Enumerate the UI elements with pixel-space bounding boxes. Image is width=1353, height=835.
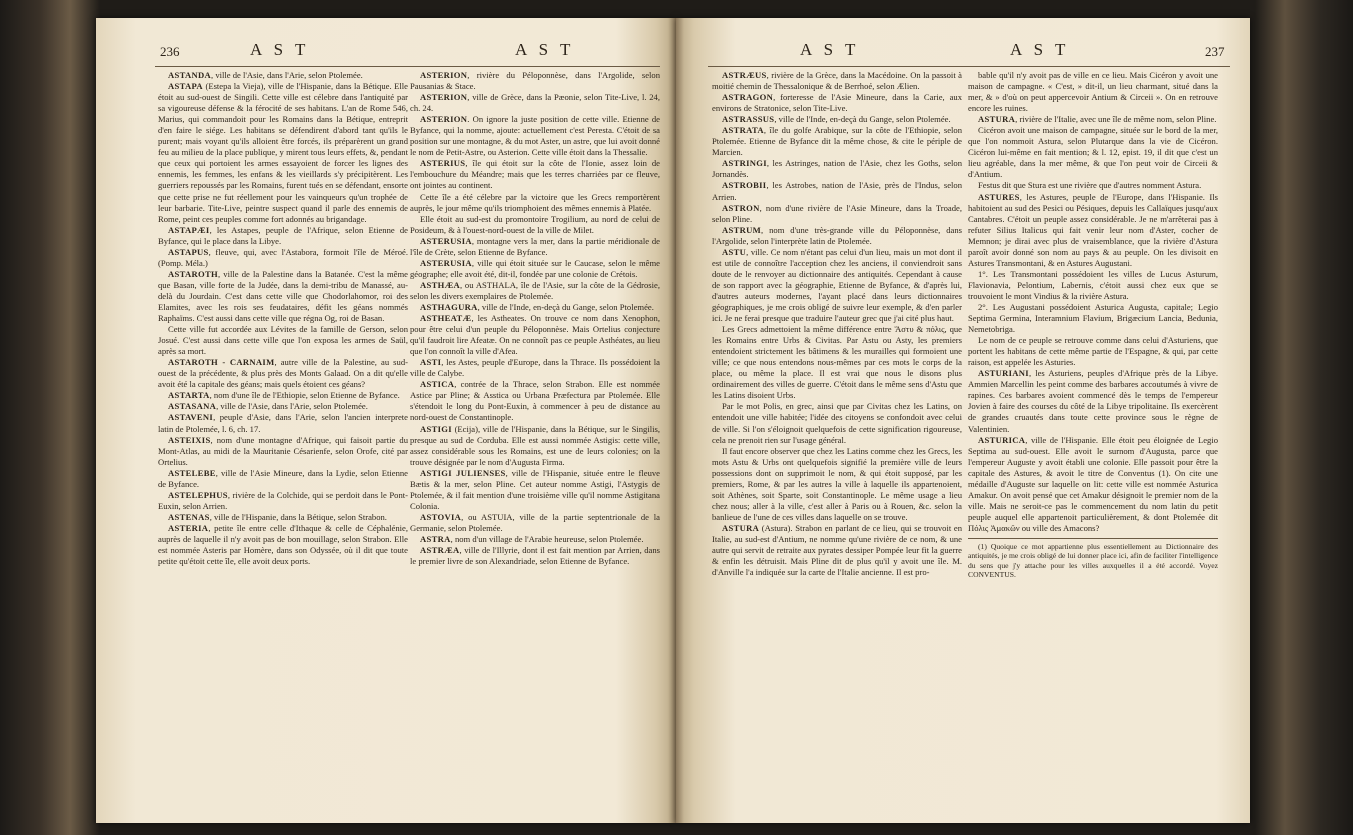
entry-text: , les Astheates. On trouve ce nom dans Xenophon, pour être celui d'un peuple du Péloponnèse. Mais Ortelius conjecture qu'il faudroit lire Afeatæ. On ne connoît pas ce peuple Asthéates, au lieu que l'on connoît la ville d'Afea. (410, 313, 660, 357)
entry-headword: ASTELEPHUS (168, 489, 228, 500)
entry-text: , nom d'une très-grande ville du Péloponnèse, dans l'Argolide, selon l'interprète latin de Ptolemée. (712, 224, 962, 246)
entry-headword: ASTERIA (168, 522, 209, 533)
dictionary-entry (968, 114, 1218, 125)
dictionary-entry (410, 114, 660, 158)
entry-text: , ville de Grèce, dans la Pæonie, selon Tite-Live, l. 24, ch. 24. (410, 92, 660, 114)
right-page-number: 237 (1205, 44, 1225, 59)
entry-headword: ASTERION (420, 114, 468, 125)
entry-headword: ASTANDA (168, 70, 212, 80)
left-page-number: 236 (160, 44, 180, 59)
entry-headword: ASTAPA (168, 81, 203, 92)
entry-headword: ASTHAGURA (420, 301, 478, 312)
entry-headword: ASTICA (420, 379, 455, 390)
right-column-2 (968, 70, 1218, 802)
entry-text: , ville de l'Inde, en-deçà du Gange, selon Ptolemée. (477, 301, 654, 312)
dictionary-entry (712, 180, 962, 202)
entry-headword: ASTEIXIS (168, 434, 211, 445)
entry-headword: ASTAPÆI (168, 224, 210, 235)
entry-text: (Estepa la Vieja), ville de l'Hispanie, dans la Bétique. Elle étoit au sud-ouest de Singili. Cette ville est célebre dans l'antiquité par sa vigoureuse défense & la férocité de ses habitans. L'an de Rome 546, Marius, qui commandoit pour les Romains dans la Bétique, entreprit d'en faire le siége. Les habitans se défendirent d'abord tant qu'ils le purent; mais voyant qu'ils alloient être forcés, ils préparèrent un grand feu au milieu de la place publique, y mirent tous leurs effets, &, pendant que ceux qui portoient les armes essayoient de forcer les lignes des ennemis, les femmes, les enfans & les vieillards s'y précipitèrent. Les guerriers repoussés par les Romains, furent tués en se défendant, ensorte que cette prise ne fut réellement pour les vainqueurs qu'un trophée de leur barbarie. Tite-Live, peintre suspect quand il parle des ennemis de Rome, peint ces peuples comme fort adonnés au brigandage. (158, 81, 408, 224)
dictionary-entry (712, 70, 962, 92)
entry-text: 1°. Les Transmontani possédoient les villes de Lucus Asturum, Flavionavia, Pelontium, Labernis, c'étoit aussi chez eux que se trouvoient le mont Vindius & la rivière Astura. (968, 268, 1218, 301)
entry-text: , ville de l'Inde, en-deçà du Gange, selon Ptolemée. (774, 114, 951, 125)
entry-headword: ASTURES (978, 191, 1020, 202)
dictionary-entry (712, 125, 962, 158)
entry-headword: ASTERION (420, 70, 468, 80)
entry-headword: ASTURIANI (978, 368, 1029, 379)
entry-text: , ville de l'Hispanie, située entre le fleuve Bætis & la mer, selon Pline. Cet auteur nomme Astigi, l'Astygis de Ptolemée, & il fait mention d'une troisième ville qu'il nomme Astigitana Colonia. (410, 467, 660, 511)
left-running-head: A S T (250, 40, 310, 59)
entry-headword: ASTHÆA (420, 279, 461, 290)
entry-headword: ASTRÆA (420, 545, 460, 556)
entry-text: , nom d'une montagne d'Afrique, qui faisoit partie du Mont-Atlas, au midi de la Mauritanie Césarienfe, selon Orofe, cité par Ortelius. (158, 434, 408, 467)
entry-headword: ASTRAGON (722, 92, 774, 103)
entry-text: , nom d'une île de l'Ethiopie, selon Etienne de Byfance. (209, 390, 400, 401)
entry-headword: ASTRA (420, 533, 451, 544)
right-running-head-right: A S T (1010, 40, 1070, 59)
entry-text: , les Astrobes, nation de l'Asie, près de l'Indus, selon Arrien. (712, 180, 962, 202)
dictionary-entry (410, 280, 660, 302)
dictionary-entry (712, 158, 962, 180)
right-column-1 (712, 70, 962, 802)
dictionary-entry (968, 125, 1218, 180)
entry-text: Le nom de ce peuple se retrouve comme dans celui d'Asturiens, que portent les habitans de cette même partie de l'Espagne, & qui, par cette raison, est appelée les Asturies. (968, 335, 1218, 368)
dictionary-entry (968, 180, 1218, 191)
dictionary-entry (158, 468, 408, 490)
entry-text: Elle étoit au sud-est du promontoire Trogilium, au nord de celui de Posideum, & à l'ouest-nord-ouest de la ville de Milet. (410, 213, 660, 235)
entry-headword: ASTRÆUS (722, 70, 767, 80)
entry-headword: ASTERIUS (420, 158, 466, 169)
dictionary-entry (410, 92, 660, 114)
entry-headword: ASTAROTH - CARNAIM (168, 357, 275, 368)
dictionary-entry (158, 412, 408, 434)
entry-text: , ville de l'Asie Mineure, dans la Lydie, selon Etienne de Byfance. (158, 467, 408, 489)
entry-text: , île du golfe Arabique, sur la côte de l'Ethiopie, selon Ptolemée. Etienne de Byfance dit la même chose, & cite le périple de Marcien. (712, 125, 962, 158)
dictionary-entry (158, 247, 408, 269)
dictionary-entry (712, 446, 962, 523)
dictionary-entry (158, 401, 408, 412)
book-gutter (668, 18, 684, 823)
entry-text: , rivière de la Colchide, qui se perdoit dans le Pont-Euxin, selon Arrien. (158, 489, 408, 511)
entry-text: , ville de l'Hispanie, dans la Bétique, selon Strabon. (209, 511, 387, 522)
entry-headword: ASTIGI JULIENSES (420, 467, 506, 478)
entry-headword: ASTASANA (168, 401, 217, 412)
dictionary-entry (968, 192, 1218, 269)
entry-text: , forteresse de l'Asie Mineure, dans la Carie, aux environs de Stratonice, selon Tite-Live. (712, 92, 962, 114)
entry-text: Il faut encore observer que chez les Latins comme chez les Grecs, les mots Astu & Urbs ont quelquefois signifié la première ville de leurs possessions dont on supprimoit le nom, & qui étoit supposé, par les premiers, Rome, & par les autres la ville à laquelle ils appartenoient, soit Athènes, soit Sparte, soit Constantinople. Le même usage a lieu chez nous; aller à la ville, c'est aller à Paris ou à Rouen, &c. selon la banlieue de l'une de ces villes dans laquelle on se trouve. (712, 445, 962, 522)
dictionary-entry (410, 468, 660, 512)
left-column-1 (158, 70, 408, 802)
dictionary-entry (410, 192, 660, 214)
entry-text: , ville de l'Asie, dans l'Arie, selon Ptolemée. (216, 401, 368, 412)
dictionary-entry (410, 70, 660, 92)
entry-text: , nom d'une rivière de l'Asie Mineure, dans la Troade, selon Pline. (712, 202, 962, 224)
dictionary-entry (158, 225, 408, 247)
entry-headword: ASTI (420, 357, 442, 368)
entry-text: , les Astapes, peuple de l'Afrique, selon Etienne de Byfance, qui le place dans la Libye. (158, 224, 408, 246)
entry-headword: ASTIGI (420, 423, 452, 434)
dictionary-entry (712, 523, 962, 578)
dictionary-entry (410, 379, 660, 423)
entry-headword: ASTOVIA (420, 511, 462, 522)
entry-headword: ASTURA (978, 114, 1016, 125)
dictionary-entry (410, 302, 660, 313)
entry-text: (Astura). Strabon en parlant de ce lieu, qui se trouvoit en Italie, au sud-est d'Antium, ne nomme qu'une rivière de ce nom, & une autre qui servit de retraite aux pyrates dessiper Pompée leur fit la guerre & enfin les détruisit. Mais Pline dit de plus qu'il y avoit une île. M. d'Anville l'a indiquée sur la carte de l'Italie ancienne. Il est pro- (712, 522, 962, 578)
dictionary-entry (712, 203, 962, 225)
dictionary-entry (968, 335, 1218, 368)
dictionary-entry (968, 302, 1218, 335)
entry-headword: ASTROBII (722, 180, 767, 191)
entry-text: bable qu'il n'y avoit pas de ville en ce lieu. Mais Cicéron y avoit une maison de campagne. « C'est, » dit-il, un lieu charmant, situé dans la mer, & » d'où on peut appercevoir Antium & Circeii ». On en retrouve encore les ruines. (968, 70, 1218, 114)
entry-text: , les Astes, peuple d'Europe, dans la Thrace. Ils possédoient la ville de Calybe. (410, 357, 660, 379)
entry-text: (1) Quoique ce mot appartienne plus essentiellement au Dictionnaire des antiquités, je me crois obligé de lui donner place ici, afin de faciliter l'intelligence du sens que j'y attache pour les villes auxquelles il a été accordé. Voyez CONVENTUS. (968, 541, 1218, 580)
entry-headword: ASTAPUS (168, 246, 209, 257)
entry-text: , autre ville de la Palestine, au sud-ouest de la précédente, & plus près des Monts Galaad. On a dit qu'elle avoit été la capitale des géans; mais quels étoient ces géans? (158, 357, 408, 390)
dictionary-entry (158, 357, 408, 390)
entry-headword: ASTRINGI (722, 158, 767, 169)
dictionary-entry (410, 534, 660, 545)
dictionary-entry (158, 324, 408, 357)
left-column-2 (410, 70, 660, 802)
dictionary-entry (410, 214, 660, 236)
dictionary-entry (712, 401, 962, 445)
entry-text: Par le mot Polis, en grec, ainsi que par Civitas chez les Latins, on entendoit une ville habitée; l'idée des citoyens se confondoit avec celui de ville. Si l'on s'éloignoit quelquefois de cette signification rigoureuse, cela ne prenoit rien sur l'usage général. (712, 401, 962, 445)
dictionary-entry (968, 538, 1218, 580)
dictionary-entry (410, 357, 660, 379)
dictionary-entry (712, 92, 962, 114)
entry-text: , petite île entre celle d'Ithaque & celle de Céphalénie, auprès de laquelle il n'y avoit pas de bon mouillage, selon Strabon. Elle est nommée Asteris par Homère, dans son Odyssée, où il dit que toute petite qu'étoit cette île, elle avoit deux ports. (158, 522, 408, 567)
dictionary-entry (410, 158, 660, 191)
entry-text: , rivière de la Grèce, dans la Macédoine. On la passoit à moitié chemin de Thessalonique & de Berrhoé, selon Ælien. (712, 70, 962, 92)
entry-text: Cette ville fut accordée aux Lévites de la famille de Gerson, selon Josué. C'est aussi dans cette ville que l'on exposa les armes de Saül, après sa mort. (158, 324, 408, 357)
entry-headword: ASTURA (722, 522, 760, 533)
entry-text: , les Asturiens, peuples d'Afrique près de la Libye. Ammien Marcellin les peint comme des barbares accoutumés à vivre de rapines. Ces barbares avoient commencé dès le temps de l'empereur Jovien à faire des courses du côté de la Libye tripolitaine. Ils exercèrent de grandes cruautés dans toute cette province sous le règne de Valentinien. (968, 368, 1218, 434)
dictionary-entry (158, 70, 408, 81)
entry-text: , ville. Ce nom n'étant pas celui d'un lieu, mais un mot dont il est utile de connoître l'acception chez les anciens, il conviendroit sans doute de le renvoyer au dictionnaire des antiquités. Cependant à cause de son rapport avec la géographie, Etienne de Byfance, & d'après lui, d'autres auteurs modernes, l'ayant placé dans leurs dictionnaires géographiques, je me crois obligé de suivre leur exemple, & d'en parler ici. Je ne ferai presque que traduire l'auteur grec que j'ai cité plus haut. (712, 246, 962, 324)
entry-text: , nom d'un village de l'Arabie heureuse, selon Ptolemée. (450, 533, 644, 544)
entry-text: , ville de l'Asie, dans l'Arie, selon Ptolemée. (211, 70, 363, 80)
right-running-head: A S T (800, 40, 860, 59)
entry-text: (Ecija), ville de l'Hispanie, dans la Bétique, sur le Singilis, presque au sud de Corduba. Elle est aussi nommée Astigis: cette ville, assez considérable sous les Romains, est une de leurs colonies; on la trouve désignée par le nom d'Augusta Firma. (410, 423, 660, 467)
dictionary-entry (712, 247, 962, 324)
entry-text: , île qui étoit sur la côte de l'Ionie, assez loin de l'embouchure du Méandre; mais que les terres charriées par ce fleuve, ont jointes au continent. (410, 158, 660, 191)
dictionary-entry (712, 324, 962, 401)
entry-text: , ou ASTUIA, ville de la partie septentrionale de la Germanie, selon Ptolemée. (410, 511, 660, 533)
entry-text: , ou ASTHALA, île de l'Asie, sur la côte de la Gédrosie, selon les divers exemplaires de Ptolemée. (410, 279, 660, 301)
entry-headword: ASTRATA (722, 125, 764, 136)
dictionary-entry (968, 269, 1218, 302)
entry-text: , ville de l'Hispanie. Elle étoit peu éloignée de Legio Septima au sud-ouest. Elle avoit le surnom d'Augusta, parce que l'empereur Auguste y avoit établi une colonie. Elle passoit pour être la capitale des Astures, & avoit le titre de Conventus (1). On cite une médaille d'Auguste sur laquelle on lit: cette ville est nommée Asturica Amakur. On avoit pensé que cet Amakur désignoit le premier nom de la ville. Mais ne seroit-ce pas le commencement du nom latin du petit peuple auquel elle appartenoit particulièrement, & dont Ptolemée dit Πόλις Ἀμακῶν ou ville des Amacons? (968, 434, 1218, 533)
entry-text: 2°. Les Augustani possédoient Asturica Augusta, capitale; Legio Septima Germina, Interamnium Flavium, Brigæcium Lancia, Bedunia, Nemetobriga. (968, 301, 1218, 335)
entry-headword: ASTAVENI (168, 412, 214, 423)
left-running-head-right: A S T (515, 40, 575, 59)
entry-headword: ASTERION (420, 92, 468, 103)
entry-headword: ASTRON (722, 202, 760, 213)
right-head-rule (708, 66, 1230, 67)
entry-text: , rivière du Péloponnèse, dans l'Argolide, selon Pausanias & Stace. (410, 70, 660, 92)
entry-text: , ville de l'Illyrie, dont il est fait mention par Arrien, dans le premier livre de son Alexandriade, selon Etienne de Byfance. (410, 545, 660, 567)
entry-text: , montagne vers la mer, dans la partie méridionale de l'île de Crète, selon Etienne de Byfance. (410, 235, 660, 257)
dictionary-entry (712, 225, 962, 247)
dictionary-entry (968, 368, 1218, 434)
entry-text: , ville qui étoit située sur le Caucase, selon le même géographe; elle avoit été, dit-il, fondée par une colonie de Crétois. (410, 257, 660, 279)
dictionary-entry (158, 512, 408, 523)
entry-text: Les Grecs admettoient la même différence entre Ἄστυ & πόλις, que les Romains entre Urbs & Civitas. Par Astu ou Asty, les premiers entendoient strictement les bâtimens & les murailles qui formoient une ville; ce que nous entendons nous-mêmes par ces mots le corps de la place, ou même la place. Il est vrai que nous le disons plus ordinairement des villes de guerre. C'étoit dans le même sens d'Astu que les Latins disoient Urbs. (712, 324, 962, 401)
dictionary-entry (410, 258, 660, 280)
entry-headword: ASTAROTH (168, 268, 218, 279)
dictionary-entry (158, 81, 408, 225)
entry-headword: ASTRUM (722, 224, 762, 235)
dictionary-entry (158, 523, 408, 567)
entry-headword: ASTERUSIA (420, 235, 472, 246)
entry-headword: ASTU (722, 246, 747, 257)
dictionary-entry (410, 313, 660, 357)
entry-text: Cicéron avoit une maison de campagne, située sur le bord de la mer, que l'on nommoit Astura, selon Plutarque dans la vie de Cicéron. Cicéron lui-même en fait mention; & l. 12, epist. 19, il dit que c'est un lieu agréable, dans la mer même, & que l'on peut voir de Circeii & d'Antium. (968, 125, 1218, 180)
dictionary-entry (158, 435, 408, 468)
entry-text: . On ignore la juste position de cette ville. Etienne de Byfance, qui la nomme, ajoute: actuellement c'est Peresta. C'étoit de sa position sur une montagne, & du mot Aster, un astre, que lui avoit donné le nom de Petit-Astre, ou Asterion. Cette ville étoit dans la Thessalie. (410, 114, 660, 158)
dictionary-entry (410, 512, 660, 534)
entry-headword: ASTURICA (978, 434, 1026, 445)
entry-text: Festus dit que Stura est une rivière que d'autres nomment Astura. (978, 180, 1202, 191)
dictionary-entry (968, 70, 1218, 114)
entry-text: , ville de la Palestine dans la Batanée. C'est la même que Basan, ville forte de la Judée, dans la demi-tribu de Manassé, au-delà du Jourdain. C'est dans cette ville que Chodorlahomor, roi des Elamites, avec les rois ses feudataires, défit les géans nommés Raphaïms. C'est aussi dans cette ville que régna Og, roi de Basan. (158, 268, 408, 324)
entry-headword: ASTARTA (168, 390, 210, 401)
entry-text: , fleuve, qui, avec l'Astabora, formoit l'île de Méroé. (Pomp. Méla.) (158, 246, 408, 268)
dictionary-entry (158, 490, 408, 512)
left-head-rule (155, 66, 660, 67)
entry-headword: ASTERUSIA (420, 257, 472, 268)
entry-headword: ASTRASSUS (722, 114, 775, 125)
dictionary-entry (410, 424, 660, 468)
entry-text: , les Astringes, nation de l'Asie, chez les Goths, selon Jornandès. (712, 158, 962, 180)
dictionary-entry (968, 435, 1218, 534)
entry-text: Cette île a été célebre par la victoire que les Grecs remportèrent auprès, le jour même qu'ils triomphoient des mêmes ennemis à Platée. (410, 191, 660, 213)
dictionary-entry (158, 390, 408, 401)
dictionary-entry (712, 114, 962, 125)
dictionary-entry (158, 269, 408, 324)
dictionary-entry (410, 236, 660, 258)
entry-headword: ASTELEBE (168, 467, 216, 478)
dictionary-entry (410, 545, 660, 567)
entry-text: , rivière de l'Italie, avec une île de même nom, selon Pline. (1015, 114, 1217, 125)
entry-headword: ASTENAS (168, 511, 210, 522)
entry-headword: ASTHEATÆ (420, 313, 472, 324)
entry-text: , peuple d'Asie, dans l'Arie, selon l'ancien interprete latin de Ptolemée, l. 6, ch. 17. (158, 412, 408, 434)
entry-text: , les Astures, peuple de l'Europe, dans l'Hispanie. Ils habitoient au sud des Pesici ou Pésiques, depuis les Callaïques jusqu'aux Cantabres. C'étoit un peuple assez considérable. Je ne m'arrêterai pas à refuter Silius Italicus qui fait venir leur nom d'Aster, cocher de Memnon; je dirai avec plus de vraisemblance, que la rivière d'Astura paroît avoir donné son nom au pays & au peuple. On les divisoit en Astures Transmontani, & en Astures Augustani. (968, 191, 1218, 268)
entry-text: , contrée de la Thrace, selon Strabon. Elle est nommée Astice par Pline; & Asstica ou Urbana Præfectura par Ptolemée. Elle s'étendoit le long du Pont-Euxin, à commencer à peu de distance au nord-ouest de Constantinople. (410, 379, 660, 423)
